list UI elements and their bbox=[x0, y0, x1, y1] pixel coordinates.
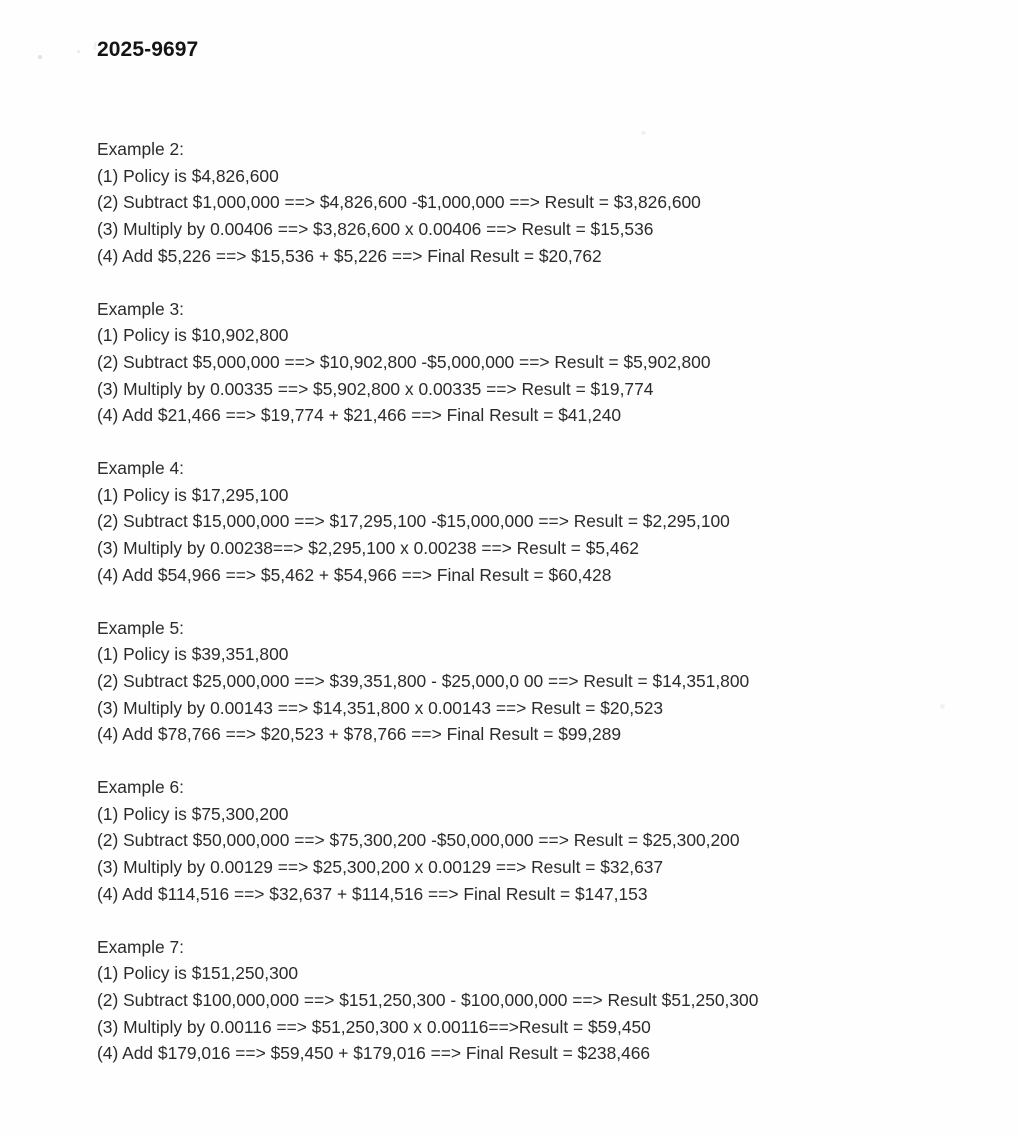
scan-speck-icon bbox=[38, 55, 42, 59]
example-title: Example 4: bbox=[97, 458, 184, 479]
example-title: Example 6: bbox=[97, 777, 184, 798]
example-block bbox=[97, 455, 957, 589]
example-step: (3) Multiply by 0.00238==> $2,295,100 x 0.00238 ==> Result = $5,462 bbox=[97, 538, 639, 559]
example-step: (1) Policy is $4,826,600 bbox=[97, 165, 279, 186]
example-step: (2) Subtract $5,000,000 ==> $10,902,800 -$5,000,000 ==> Result = $5,902,800 bbox=[97, 351, 711, 372]
example-step: (3) Multiply by 0.00335 ==> $5,902,800 x 0.00335 ==> Result = $19,774 bbox=[97, 378, 654, 399]
example-title: Example 5: bbox=[97, 617, 184, 638]
scan-speck-icon bbox=[77, 50, 80, 53]
example-step: (3) Multiply by 0.00129 ==> $25,300,200 x 0.00129 ==> Result = $32,637 bbox=[97, 857, 664, 878]
example-step: (2) Subtract $15,000,000 ==> $17,295,100 -$15,000,000 ==> Result = $2,295,100 bbox=[97, 511, 730, 532]
example-step: (1) Policy is $151,250,300 bbox=[97, 963, 299, 984]
example-title: Example 3: bbox=[97, 298, 184, 319]
example-step: (2) Subtract $50,000,000 ==> $75,300,200 -$50,000,000 ==> Result = $25,300,200 bbox=[97, 830, 740, 851]
example-step: (2) Subtract $1,000,000 ==> $4,826,600 -$1,000,000 ==> Result = $3,826,600 bbox=[97, 192, 701, 213]
example-step: (4) Add $54,966 ==> $5,462 + $54,966 ==> Final Result = $60,428 bbox=[97, 564, 612, 585]
example-step: (3) Multiply by 0.00143 ==> $14,351,800 x 0.00143 ==> Result = $20,523 bbox=[97, 697, 664, 718]
example-step: (4) Add $5,226 ==> $15,536 + $5,226 ==> Final Result = $20,762 bbox=[97, 245, 602, 266]
example-step: (2) Subtract $100,000,000 ==> $151,250,300 - $100,000,000 ==> Result $51,250,300 bbox=[97, 989, 759, 1010]
example-step: (3) Multiply by 0.00116 ==> $51,250,300 x 0.00116==>Result = $59,450 bbox=[97, 1016, 651, 1037]
example-step: (1) Policy is $10,902,800 bbox=[97, 325, 289, 346]
document-number-heading: 2025-9697 bbox=[97, 38, 199, 61]
example-step: (4) Add $179,016 ==> $59,450 + $179,016 ==> Final Result = $238,466 bbox=[97, 1043, 651, 1064]
example-step: (1) Policy is $17,295,100 bbox=[97, 484, 289, 505]
example-title: Example 7: bbox=[97, 936, 184, 957]
example-step: (1) Policy is $39,351,800 bbox=[97, 644, 289, 665]
example-block bbox=[97, 615, 957, 749]
example-step: (4) Add $78,766 ==> $20,523 + $78,766 ==> Final Result = $99,289 bbox=[97, 724, 622, 745]
scan-speck-icon bbox=[641, 131, 646, 135]
example-step: (4) Add $114,516 ==> $32,637 + $114,516 ==> Final Result = $147,153 bbox=[97, 883, 648, 904]
example-block bbox=[97, 136, 957, 270]
example-title: Example 2: bbox=[97, 139, 184, 159]
example-step: (3) Multiply by 0.00406 ==> $3,826,600 x 0.00406 ==> Result = $15,536 bbox=[97, 219, 654, 240]
example-step: (1) Policy is $75,300,200 bbox=[97, 803, 289, 824]
example-step: (4) Add $21,466 ==> $19,774 + $21,466 ==> Final Result = $41,240 bbox=[97, 405, 622, 426]
example-block bbox=[97, 934, 957, 1068]
example-block bbox=[97, 774, 957, 908]
example-step: (2) Subtract $25,000,000 ==> $39,351,800 - $25,000,0 00 ==> Result = $14,351,800 bbox=[97, 670, 750, 691]
example-block bbox=[97, 296, 957, 430]
examples-list bbox=[97, 136, 957, 1067]
